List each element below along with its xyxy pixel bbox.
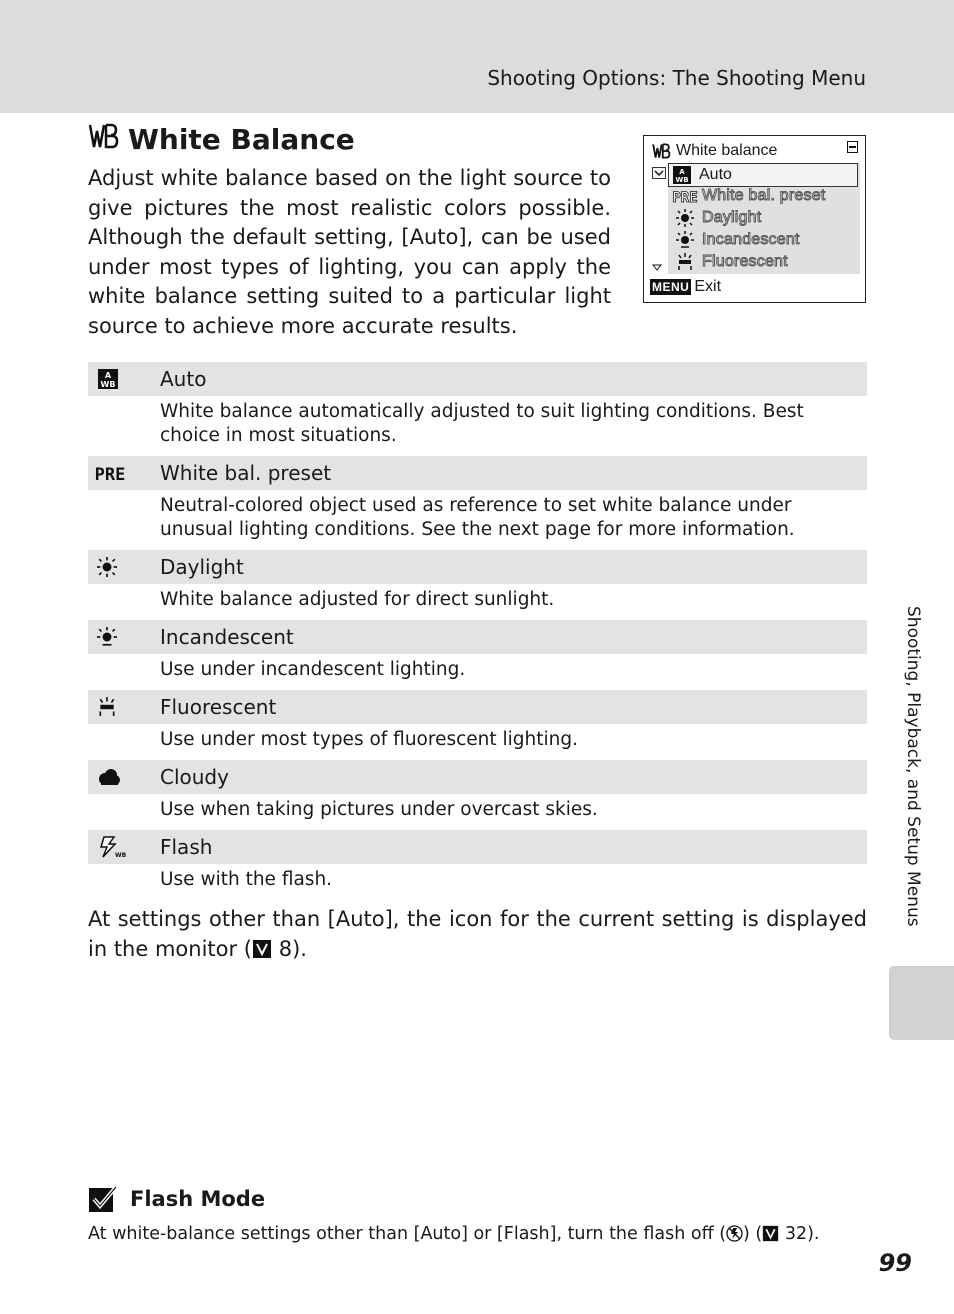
page-heading	[88, 123, 355, 156]
option-desc: Use when taking pictures under overcast skies.	[160, 799, 598, 820]
svg-text:WB: WB	[100, 380, 116, 389]
section-title: Shooting Options: The Shooting Menu	[487, 66, 866, 90]
menu-key-icon: MENU	[652, 280, 690, 294]
battery-icon	[847, 141, 858, 153]
note-heading	[88, 1185, 265, 1213]
option-desc: Use under incandescent lighting.	[160, 659, 466, 680]
preset-icon	[672, 188, 698, 204]
option-header-flash	[88, 830, 867, 864]
auto-wb-icon	[88, 368, 160, 390]
sidebar-section-label: Shooting, Playback, and Setup Menus	[903, 606, 923, 927]
flash-off-icon	[726, 1225, 743, 1247]
cloudy-icon	[88, 767, 160, 787]
screen-item-preset[interactable]: PRE White bal. preset	[672, 187, 826, 206]
option-name: Auto	[160, 367, 207, 391]
page-link[interactable]: 8	[278, 936, 293, 961]
page-number: 99	[878, 1249, 912, 1277]
daylight-icon	[88, 557, 160, 577]
option-name: Incandescent	[160, 625, 294, 649]
option-name: White bal. preset	[160, 461, 332, 485]
svg-text:A: A	[104, 371, 112, 380]
option-header-incandescent	[88, 620, 867, 654]
page-link[interactable]: 32	[784, 1224, 808, 1244]
flash-icon	[88, 836, 160, 858]
option-name: Cloudy	[160, 765, 229, 789]
scroll-down-icon	[652, 264, 662, 272]
screen-item-fluorescent[interactable]: Fluorescent	[672, 251, 788, 273]
svg-text:WB: WB	[675, 176, 689, 184]
fluorescent-icon	[672, 253, 698, 271]
wb-icon	[652, 143, 670, 159]
scroll-selector-icon	[652, 167, 666, 179]
option-header-cloudy	[88, 760, 867, 794]
screen-item-incandescent[interactable]: Incandescent	[672, 229, 800, 251]
page-reference-icon	[252, 938, 272, 968]
option-name: Fluorescent	[160, 695, 277, 719]
option-name: Flash	[160, 835, 213, 859]
auto-wb-icon	[669, 166, 695, 184]
note-body: At white-balance settings other than [Auto] or [Flash], turn the flash off ( ) ( 32).	[88, 1224, 820, 1247]
camera-menu-screen	[643, 135, 866, 303]
fluorescent-icon	[88, 697, 160, 717]
note-title: Flash Mode	[130, 1187, 266, 1211]
intro-paragraph: Adjust white balance based on the light source to give pictures the most realistic colors possible. Although the default setting, [Auto], can be used under most types of lighting, you can apply the white balance setting suited to a particular light source to achieve more accurate results.	[88, 166, 611, 338]
option-desc: Neutral-colored object used as reference to set white balance under unusual lighting conditions. See the next page for more information.	[160, 495, 795, 540]
option-desc: Use under most types of fluorescent lighting.	[160, 729, 578, 750]
option-header-daylight	[88, 550, 867, 584]
incandescent-icon	[672, 231, 698, 249]
svg-text:PRE: PRE	[672, 190, 698, 206]
option-header-auto	[88, 362, 867, 396]
page-reference-icon	[762, 1225, 779, 1247]
check-icon	[88, 1185, 118, 1213]
screen-item-daylight[interactable]: Daylight	[672, 207, 761, 229]
header-band	[0, 0, 954, 113]
page-title: White Balance	[128, 123, 355, 156]
screen-item-auto[interactable]: A WB Auto	[668, 163, 858, 187]
settings-note-paragraph: At settings other than [Auto], the icon for the current setting is displayed in the monitor ( 8).	[88, 905, 867, 967]
svg-text:A: A	[679, 168, 685, 176]
screen-option-list	[668, 163, 860, 274]
screen-title: White balance	[652, 142, 777, 160]
option-desc: White balance automatically adjusted to suit lighting conditions. Best choice in most situations.	[160, 401, 804, 446]
svg-text:PRE: PRE	[94, 465, 126, 485]
preset-icon	[88, 463, 160, 483]
sidebar-tab[interactable]	[889, 966, 954, 1040]
svg-text:WB: WB	[115, 852, 127, 859]
incandescent-icon	[88, 627, 160, 647]
option-header-fluorescent	[88, 690, 867, 724]
screen-exit[interactable]: MENU Exit	[652, 278, 722, 295]
option-header-preset	[88, 456, 867, 490]
option-desc: Use with the flash.	[160, 869, 333, 890]
option-name: Daylight	[160, 555, 244, 579]
white-balance-options-table	[88, 362, 867, 900]
daylight-icon	[672, 209, 698, 227]
option-desc: White balance adjusted for direct sunlight.	[160, 589, 555, 610]
wb-icon	[88, 123, 118, 156]
